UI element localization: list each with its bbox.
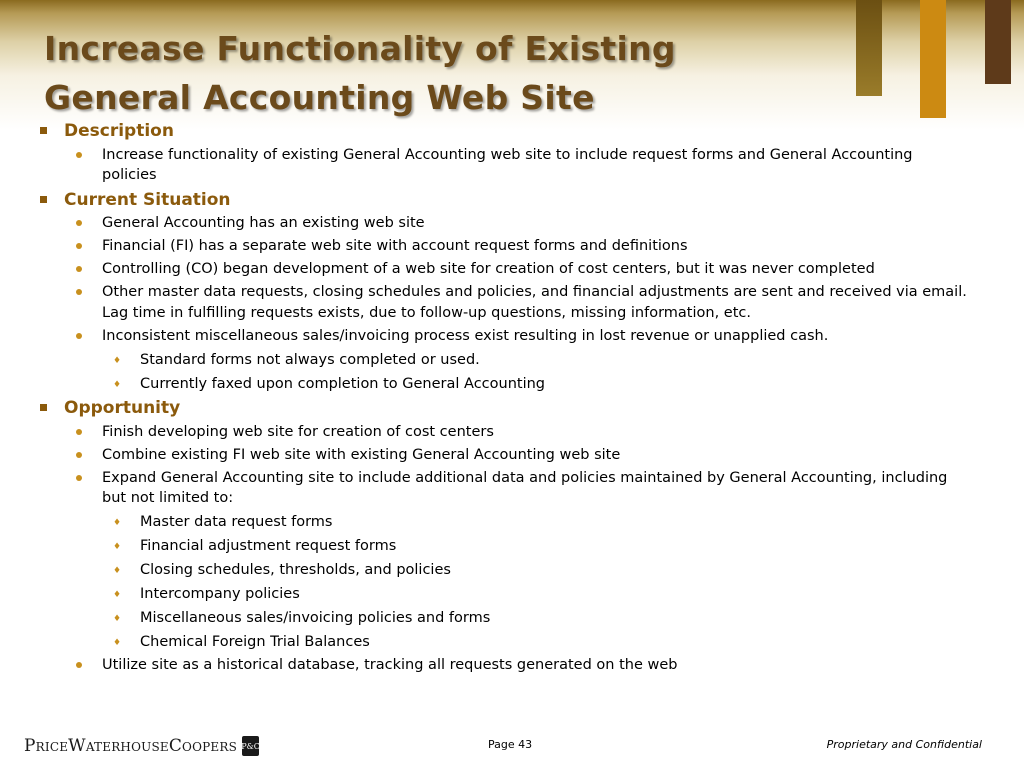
section-heading: [40, 120, 970, 142]
section-heading: [40, 189, 970, 211]
bullet-item: [40, 282, 970, 323]
sub-bullet-text: Standard forms not always completed or used.: [140, 351, 480, 368]
round-bullet-icon: [76, 243, 82, 249]
bullet-item: [40, 422, 970, 443]
bullet-text: Utilize site as a historical database, tracking all requests generated on the web: [102, 657, 678, 673]
bullet-text: Controlling (CO) began development of a web site for creation of cost centers, but it was never completed: [102, 261, 875, 277]
bullet-text: Expand General Accounting site to include additional data and policies maintained by General Accounting, including but not limited to:: [102, 469, 948, 506]
diamond-bullet-icon: ♦: [113, 355, 122, 366]
sub-bullet-item: [40, 536, 970, 557]
sub-bullet-item: [40, 374, 970, 395]
round-bullet-icon: [76, 333, 82, 339]
page-number: Page 43: [488, 738, 533, 751]
decorative-bar-orange: [920, 0, 946, 118]
diamond-bullet-icon: ♦: [113, 379, 122, 390]
company-seal-icon: P&C: [242, 736, 259, 756]
section-heading: [40, 397, 970, 419]
diamond-bullet-icon: ♦: [113, 590, 122, 600]
section-heading-text: Description: [64, 121, 174, 141]
bullet-item: [40, 259, 970, 280]
slide-body: [40, 117, 970, 676]
diamond-bullet-icon: ♦: [113, 566, 122, 576]
sub-bullet-text: Miscellaneous sales/invoicing policies and forms: [140, 610, 491, 626]
round-bullet-icon: [76, 266, 82, 272]
bullet-item: [40, 468, 970, 509]
sub-bullet-item: [40, 560, 970, 581]
slide-title-line-1: Increase Functionality of Existing: [44, 29, 676, 68]
sub-bullet-item: [40, 608, 970, 629]
round-bullet-icon: [76, 220, 82, 226]
sub-bullet-item: [40, 632, 970, 653]
bullet-text: Other master data requests, closing schedules and policies, and financial adjustments are sent and received via email. Lag time in fulfilling requests exists, due to follow-up questions, missing information, etc.: [102, 284, 967, 321]
sub-bullet-text: Chemical Foreign Trial Balances: [140, 634, 370, 650]
bullet-item: [40, 445, 970, 466]
bullet-text: General Accounting has an existing web site: [102, 215, 425, 231]
diamond-bullet-icon: ♦: [113, 614, 122, 624]
round-bullet-icon: [76, 152, 82, 158]
diamond-bullet-icon: ♦: [113, 518, 122, 528]
confidential-notice: Proprietary and Confidential: [826, 738, 982, 751]
sub-bullet-text: Financial adjustment request forms: [140, 538, 397, 554]
diamond-bullet-icon: ♦: [113, 638, 122, 648]
slide-title: [44, 24, 676, 122]
round-bullet-icon: [76, 289, 82, 295]
bullet-item: [40, 326, 970, 347]
bullet-text: Combine existing FI web site with existing General Accounting web site: [102, 446, 621, 463]
sub-bullet-text: Master data request forms: [140, 514, 333, 530]
sub-bullet-item: [40, 584, 970, 605]
bullet-text: Financial (FI) has a separate web site with account request forms and definitions: [102, 238, 688, 254]
company-logo: [24, 733, 259, 759]
sub-bullet-text: Intercompany policies: [140, 586, 300, 602]
decorative-bar-brown: [985, 0, 1011, 84]
bullet-item: [40, 655, 970, 676]
company-logo-text: PriceWaterhouseCoopers: [24, 736, 238, 756]
diamond-bullet-icon: ♦: [113, 542, 122, 552]
square-bullet-icon: [40, 196, 47, 203]
bullet-item: [40, 145, 970, 186]
bullet-text: Inconsistent miscellaneous sales/invoicing process exist resulting in lost revenue or unapplied cash.: [102, 327, 829, 344]
square-bullet-icon: [40, 127, 47, 134]
bullet-text: Finish developing web site for creation of cost centers: [102, 423, 494, 440]
round-bullet-icon: [76, 429, 82, 435]
bullet-item: [40, 213, 970, 234]
round-bullet-icon: [76, 475, 82, 481]
sub-bullet-text: Currently faxed upon completion to General Accounting: [140, 375, 545, 392]
section-heading-text: Current Situation: [64, 189, 231, 210]
sub-bullet-text: Closing schedules, thresholds, and policies: [140, 562, 451, 578]
section-heading-text: Opportunity: [64, 398, 181, 418]
sub-bullet-item: [40, 512, 970, 533]
bullet-text: Increase functionality of existing General Accounting web site to include request forms and General Accounting policies: [102, 146, 913, 183]
sub-bullet-item: [40, 350, 970, 371]
round-bullet-icon: [76, 662, 82, 668]
decorative-bar-olive: [856, 0, 882, 96]
bullet-item: [40, 236, 970, 257]
slide-title-line-2: General Accounting Web Site: [44, 78, 595, 117]
round-bullet-icon: [76, 452, 82, 458]
square-bullet-icon: [40, 404, 47, 411]
